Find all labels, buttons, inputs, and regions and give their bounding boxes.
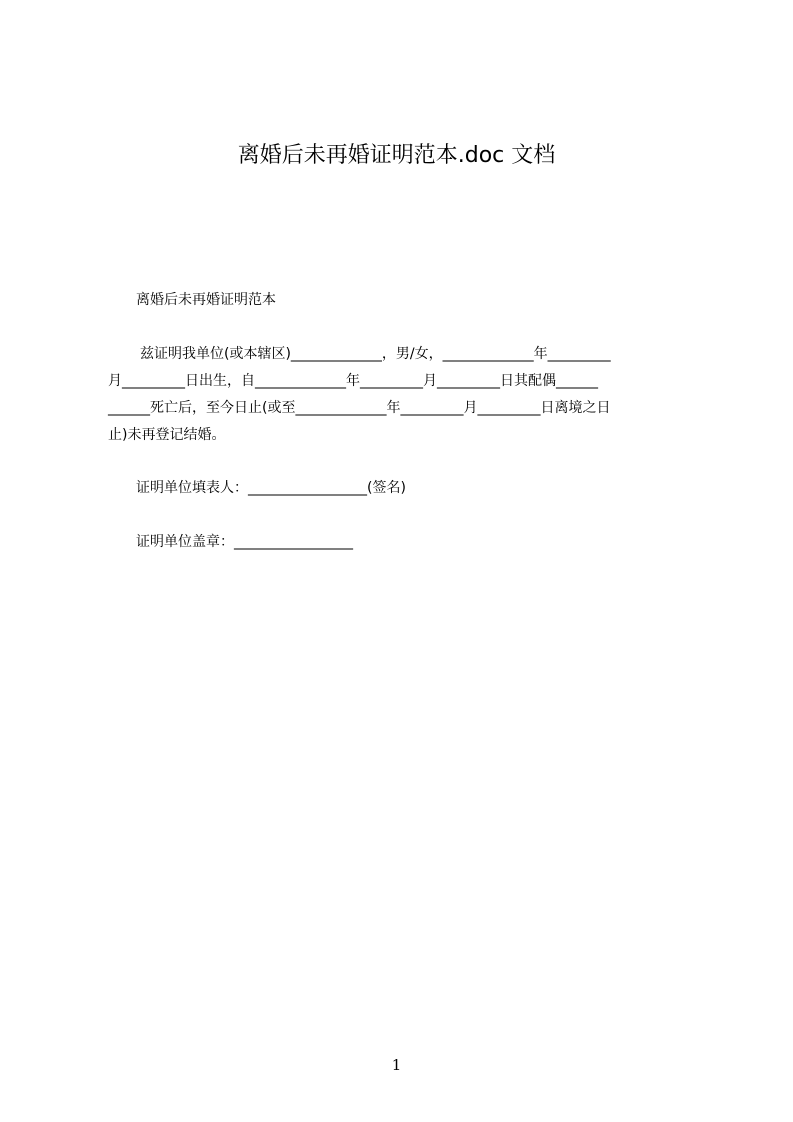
certificate-body-line-2: 月_________日出生，自_____________年_________月_________日其配偶______: [108, 373, 598, 389]
certificate-body-line-1: 兹证明我单位(或本辖区)_____________，男/女，_____________年_________: [140, 346, 611, 362]
page-number: 1: [391, 1056, 402, 1074]
document-title: 离婚后未再婚证明范本.doc 文档: [237, 143, 556, 168]
certificate-body-line-4: 止)未再登记结婚。: [108, 427, 226, 443]
certificate-heading: 离婚后未再婚证明范本: [136, 292, 276, 308]
seal-field-line: 证明单位盖章：_________________: [136, 534, 353, 550]
signer-field-line: 证明单位填表人：_________________(签名): [136, 480, 406, 496]
certificate-body-line-3: ______死亡后，至今日止(或至_____________年_________月_________日离境之日: [108, 400, 611, 416]
